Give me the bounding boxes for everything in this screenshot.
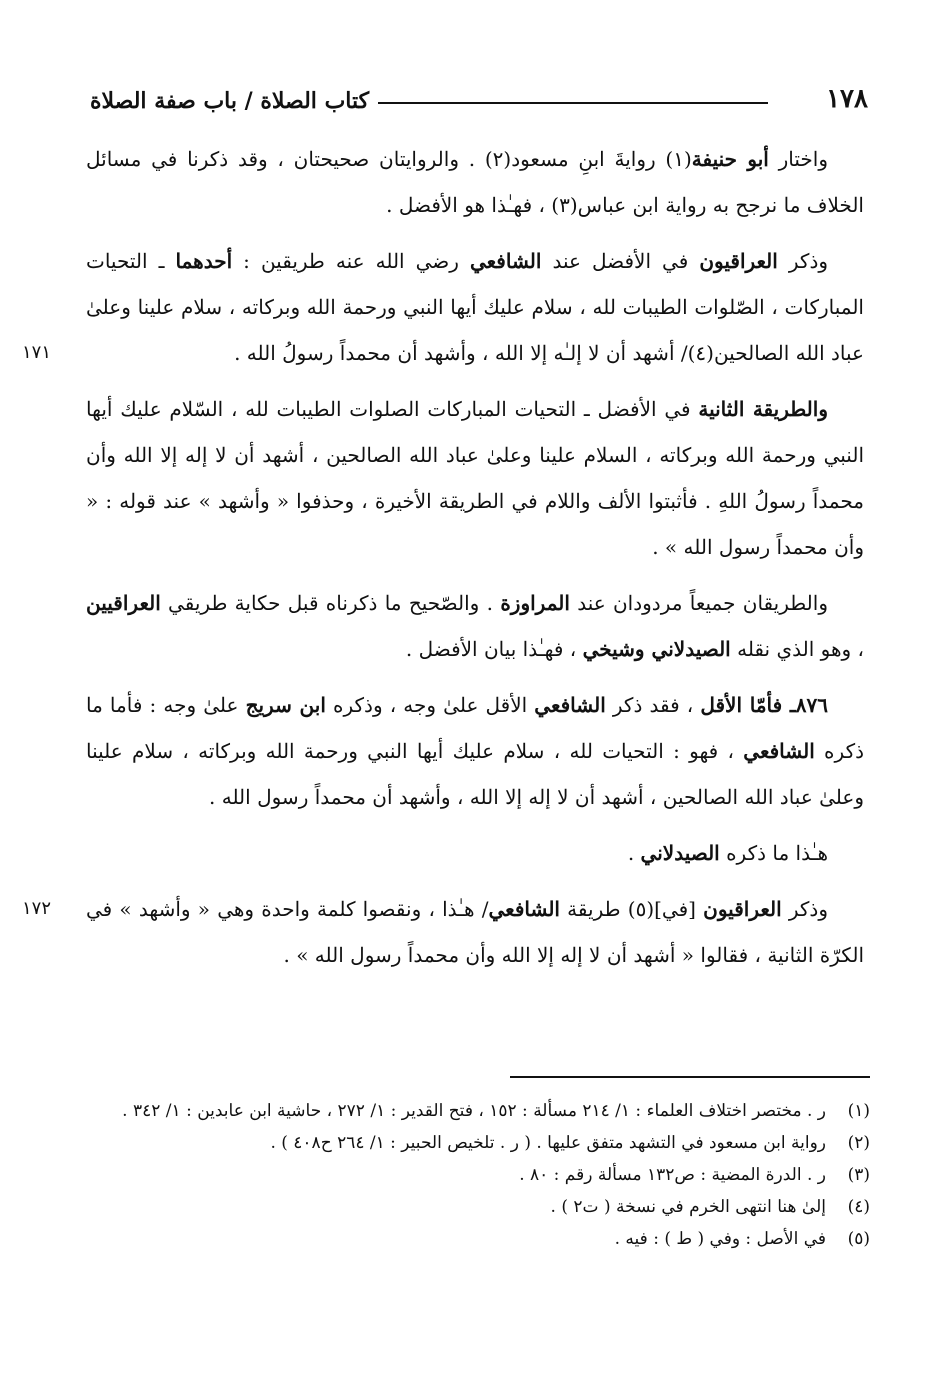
- bold-term: العراقيون: [699, 249, 778, 273]
- paragraph: [86, 682, 864, 820]
- main-text: [22, 136, 864, 988]
- paragraph: [86, 830, 864, 876]
- footnote: [86, 1096, 870, 1126]
- footnote-text: إلىٰ هنا انتهى الخرم في نسخة ( ت٢ ) .: [550, 1197, 826, 1217]
- text-run: ، وهو الذي نقله: [730, 637, 864, 661]
- bold-term: العراقيون: [703, 897, 782, 921]
- text-run: ، فقد ذكر: [605, 693, 701, 717]
- bold-term: ٨٧٦ـ فأمّا الأقل: [700, 693, 828, 717]
- text-run: .: [627, 841, 641, 865]
- footnote-text: في الأصل : وفي ( ط ) : فيه .: [614, 1229, 826, 1249]
- paragraph: [86, 136, 864, 228]
- page-header: [78, 80, 868, 120]
- bold-term: والطريقة الثانية: [698, 397, 828, 421]
- bold-term: الشافعي: [534, 693, 606, 717]
- bold-term: الشافعي: [743, 739, 815, 763]
- paragraph: [86, 386, 864, 570]
- footnote-number: (٣): [847, 1165, 870, 1185]
- text-run: ، فهو : التحيات لله ، سلام عليك أيها النبي ورحمة الله وبركاته ، سلام علينا وعلىٰ عباد الله الصالحين ، أشهد أن لا إله إلا الله ، وأشهد أن محمداً رسول الله .: [86, 739, 864, 809]
- bold-term: المراوزة: [500, 591, 570, 615]
- footnote-number: (٤): [847, 1197, 870, 1217]
- text-run: واختار: [768, 147, 828, 171]
- footnote: [86, 1128, 870, 1158]
- text-run: [في](٥) طريقة: [559, 897, 704, 921]
- text-run: وذكر: [781, 897, 828, 921]
- text-run: رضي الله عنه طريقين :: [232, 249, 470, 273]
- paragraph: [86, 580, 864, 672]
- text-run: / هـٰذا ، ونقصوا كلمة واحدة وهي « وأشهد » في الكرّة الثانية ، فقالوا « أشهد أن لا إله إلا الله وأن محمداً رسول الله » .: [86, 897, 864, 967]
- bold-term: الشافعي: [488, 897, 560, 921]
- bold-term: الشافعي: [469, 249, 542, 273]
- bold-term: الصيدلاني: [640, 841, 720, 865]
- text-run: هـٰذا ما ذكره: [719, 841, 828, 865]
- paragraph: [22, 238, 864, 376]
- text-run: (١) روايةَ ابنِ مسعود(٢) . والروايتان صحيحتان ، وقد ذكرنا في مسائل الخلاف ما نرجح به رواية ابن عباس(٣) ، فهـٰذا هو الأفضل .: [86, 147, 864, 217]
- text-run: والطريقان جميعاً مردودان عند: [569, 591, 828, 615]
- footnote-text: ر . مختصر اختلاف العلماء : ١/ ٢١٤ مسألة : ١٥٢ ، فتح القدير : ١/ ٢٧٢ ، حاشية ابن عابدين : ١/ ٣٤٢ .: [122, 1101, 826, 1121]
- text-run: الأقل علىٰ وجه ، وذكره: [325, 693, 535, 717]
- footnote: [86, 1192, 870, 1222]
- bold-term: أبو حنيفة: [691, 147, 769, 171]
- text-run: في الأفضل ـ التحيات المباركات الصلوات الطيبات لله ، السّلام عليك أيها النبي ورحمة الله وبركاته ، السلام علينا وعلىٰ عباد الله الصالحين ، أشهد أن لا إله إلا الله وأن محمداً رسولُ اللهِ . فأثبتوا الألف واللام في الطريقة الأخيرة ، وحذفوا « وأشهد » عند قوله : « وأن محمداً رسول الله » .: [86, 397, 864, 559]
- text-run: في الأفضل عند: [541, 249, 700, 273]
- text-run: علىٰ وجه : فأما ما ذكره: [86, 693, 864, 763]
- footnote-number: (٢): [847, 1133, 870, 1153]
- footnote-number: (١): [847, 1101, 870, 1121]
- footnote-text: رواية ابن مسعود في التشهد متفق عليها . ( ر . تلخيص الحبير : ١/ ٢٦٤ ح٤٠٨ ) .: [270, 1133, 826, 1153]
- footnote-separator: [510, 1076, 870, 1078]
- text-run: . والصّحيح ما ذكرناه قبل حكاية طريقي: [160, 591, 501, 615]
- bold-term: أحدهما: [175, 249, 233, 273]
- text-run: ـ التحيات المباركات ، الصّلوات الطيبات لله ، سلام عليك أيها النبي ورحمة الله وبركاته ، سلام علينا وعلىٰ عباد الله الصالحين(٤)/ أشهد أن لا إلـٰه إلا الله ، وأشهد أن محمداً رسولُ الله .: [86, 249, 864, 365]
- bold-term: ابن سريج: [245, 693, 326, 717]
- margin-folio-ref: ١٧٢: [22, 898, 52, 919]
- footnote-number: (٥): [847, 1229, 870, 1249]
- paragraph: [22, 886, 864, 978]
- text-run: وذكر: [777, 249, 829, 273]
- running-title: كتاب الصلاة / باب صفة الصلاة: [90, 88, 370, 114]
- bold-term: الصيدلاني وشيخي: [582, 637, 731, 661]
- text-run: ، فهـٰذا بيان الأفضل .: [405, 637, 583, 661]
- header-rule: [378, 102, 768, 104]
- footnote-text: ر . الدرة المضية : ص١٣٢ مسألة رقم : ٨٠ .: [519, 1165, 826, 1185]
- margin-folio-ref: ١٧١: [22, 342, 52, 363]
- page-number: ١٧٨: [826, 84, 868, 114]
- footnote: [86, 1160, 870, 1190]
- bold-term: العراقيين: [86, 591, 161, 615]
- footnote: [86, 1224, 870, 1254]
- footnotes: [86, 1096, 870, 1256]
